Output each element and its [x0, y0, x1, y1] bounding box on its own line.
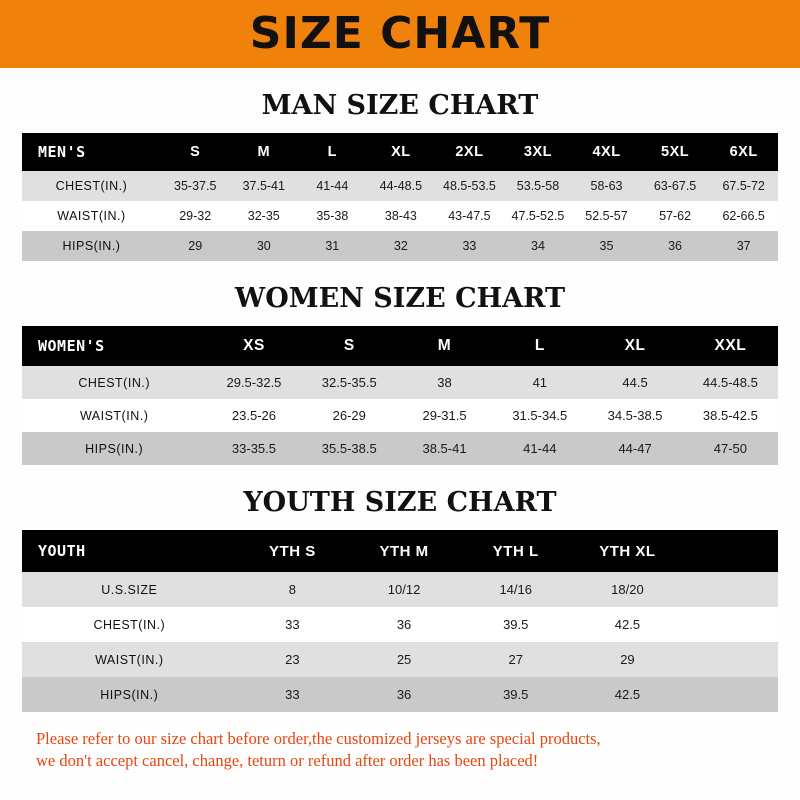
women-row-label-chest: CHEST(IN.) [22, 366, 206, 399]
header-bar [0, 0, 800, 68]
men-hips-3xl: 34 [504, 231, 573, 261]
table-row [22, 366, 778, 399]
men-row-header-label: MEN'S [22, 133, 161, 171]
youth-waist-l: 27 [460, 642, 572, 677]
men-waist-xl: 38-43 [367, 201, 436, 231]
women-hips-m: 38.5-41 [397, 432, 492, 465]
men-row-label-hips: HIPS(IN.) [22, 231, 161, 261]
header-right-accent [770, 0, 800, 68]
women-size-table [22, 326, 778, 465]
men-waist-l: 35-38 [298, 201, 367, 231]
men-section-title: MAN SIZE CHART [261, 90, 539, 121]
youth-col-s: YTH S [237, 530, 349, 572]
women-col-xs: XS [206, 326, 301, 366]
men-col-xl: XL [367, 133, 436, 171]
women-col-xxl: XXL [683, 326, 778, 366]
youth-waist-spacer [683, 642, 778, 677]
footer-line-2: we don't accept cancel, change, teturn or refund after order has been placed! [36, 751, 539, 771]
men-col-6xl: 6XL [709, 133, 778, 171]
women-hips-s: 35.5-38.5 [302, 432, 397, 465]
women-chest-xxl: 44.5-48.5 [683, 366, 778, 399]
men-chest-6xl: 67.5-72 [709, 171, 778, 201]
youth-waist-m: 25 [348, 642, 460, 677]
women-waist-l: 31.5-34.5 [492, 399, 587, 432]
women-header-row [22, 326, 778, 366]
men-chest-xl: 44-48.5 [367, 171, 436, 201]
youth-size-table [22, 530, 778, 712]
footer-line-1: Please refer to our size chart before order,the customized jerseys are special products, [36, 729, 601, 748]
men-col-2xl: 2XL [435, 133, 504, 171]
youth-row-label-hips: HIPS(IN.) [22, 677, 237, 712]
youth-chest-m: 36 [348, 607, 460, 642]
men-hips-xl: 32 [367, 231, 436, 261]
youth-ussize-xl: 18/20 [572, 572, 684, 607]
youth-row-header-label: YOUTH [22, 530, 237, 572]
men-chest-3xl: 53.5-58 [504, 171, 573, 201]
men-row-label-waist: WAIST(IN.) [22, 201, 161, 231]
women-col-xl: XL [587, 326, 682, 366]
table-row [22, 399, 778, 432]
table-row [22, 642, 778, 677]
women-hips-xxl: 47-50 [683, 432, 778, 465]
men-chest-l: 41-44 [298, 171, 367, 201]
men-chest-5xl: 63-67.5 [641, 171, 710, 201]
men-waist-m: 32-35 [230, 201, 299, 231]
men-hips-l: 31 [298, 231, 367, 261]
youth-chest-l: 39.5 [460, 607, 572, 642]
men-waist-3xl: 47.5-52.5 [504, 201, 573, 231]
chart-content [0, 90, 800, 773]
youth-col-xl: YTH XL [572, 530, 684, 572]
footer-disclaimer [36, 728, 764, 773]
men-col-m: M [230, 133, 299, 171]
youth-row-label-chest: CHEST(IN.) [22, 607, 237, 642]
women-table-head [22, 326, 778, 366]
women-hips-xl: 44-47 [587, 432, 682, 465]
page-title: SIZE CHART [249, 8, 551, 59]
women-table-body [22, 366, 778, 465]
youth-col-m: YTH M [348, 530, 460, 572]
men-hips-m: 30 [230, 231, 299, 261]
table-row [22, 607, 778, 642]
men-hips-2xl: 33 [435, 231, 504, 261]
men-hips-5xl: 36 [641, 231, 710, 261]
women-waist-xs: 23.5-26 [206, 399, 301, 432]
men-size-table [22, 133, 778, 261]
table-row [22, 677, 778, 712]
men-table-body [22, 171, 778, 261]
men-waist-5xl: 57-62 [641, 201, 710, 231]
table-row [22, 572, 778, 607]
men-waist-6xl: 62-66.5 [709, 201, 778, 231]
youth-chest-s: 33 [237, 607, 349, 642]
women-row-label-hips: HIPS(IN.) [22, 432, 206, 465]
women-waist-s: 26-29 [302, 399, 397, 432]
men-col-s: S [161, 133, 230, 171]
youth-header-row [22, 530, 778, 572]
women-waist-m: 29-31.5 [397, 399, 492, 432]
women-row-header-label: WOMEN'S [22, 326, 206, 366]
youth-hips-spacer [683, 677, 778, 712]
men-table-head [22, 133, 778, 171]
women-hips-l: 41-44 [492, 432, 587, 465]
women-chest-xl: 44.5 [587, 366, 682, 399]
youth-row-label-ussize: U.S.SIZE [22, 572, 237, 607]
women-col-m: M [397, 326, 492, 366]
men-row-label-chest: CHEST(IN.) [22, 171, 161, 201]
youth-col-spacer [683, 530, 778, 572]
women-chest-l: 41 [492, 366, 587, 399]
women-col-s: S [302, 326, 397, 366]
youth-col-l: YTH L [460, 530, 572, 572]
men-col-3xl: 3XL [504, 133, 573, 171]
men-waist-2xl: 43-47.5 [435, 201, 504, 231]
youth-ussize-m: 10/12 [348, 572, 460, 607]
men-chest-4xl: 58-63 [572, 171, 641, 201]
youth-hips-xl: 42.5 [572, 677, 684, 712]
table-row [22, 171, 778, 201]
men-hips-6xl: 37 [709, 231, 778, 261]
youth-ussize-spacer [683, 572, 778, 607]
youth-hips-m: 36 [348, 677, 460, 712]
men-chest-m: 37.5-41 [230, 171, 299, 201]
youth-section-title: YOUTH SIZE CHART [243, 487, 557, 518]
youth-hips-l: 39.5 [460, 677, 572, 712]
women-chest-m: 38 [397, 366, 492, 399]
table-row [22, 201, 778, 231]
table-row [22, 231, 778, 261]
men-col-l: L [298, 133, 367, 171]
table-row [22, 432, 778, 465]
youth-hips-s: 33 [237, 677, 349, 712]
women-col-l: L [492, 326, 587, 366]
header-left-accent [0, 0, 30, 68]
women-waist-xl: 34.5-38.5 [587, 399, 682, 432]
men-hips-4xl: 35 [572, 231, 641, 261]
women-chest-s: 32.5-35.5 [302, 366, 397, 399]
men-waist-4xl: 52.5-57 [572, 201, 641, 231]
youth-ussize-s: 8 [237, 572, 349, 607]
men-chest-2xl: 48.5-53.5 [435, 171, 504, 201]
youth-chest-spacer [683, 607, 778, 642]
men-chest-s: 35-37.5 [161, 171, 230, 201]
youth-table-head [22, 530, 778, 572]
youth-row-label-waist: WAIST(IN.) [22, 642, 237, 677]
men-col-5xl: 5XL [641, 133, 710, 171]
youth-chest-xl: 42.5 [572, 607, 684, 642]
youth-waist-xl: 29 [572, 642, 684, 677]
men-hips-s: 29 [161, 231, 230, 261]
men-header-row [22, 133, 778, 171]
women-row-label-waist: WAIST(IN.) [22, 399, 206, 432]
men-col-4xl: 4XL [572, 133, 641, 171]
men-waist-s: 29-32 [161, 201, 230, 231]
women-waist-xxl: 38.5-42.5 [683, 399, 778, 432]
women-hips-xs: 33-35.5 [206, 432, 301, 465]
youth-waist-s: 23 [237, 642, 349, 677]
youth-ussize-l: 14/16 [460, 572, 572, 607]
women-section-title: WOMEN SIZE CHART [234, 283, 566, 314]
women-chest-xs: 29.5-32.5 [206, 366, 301, 399]
youth-table-body [22, 572, 778, 712]
